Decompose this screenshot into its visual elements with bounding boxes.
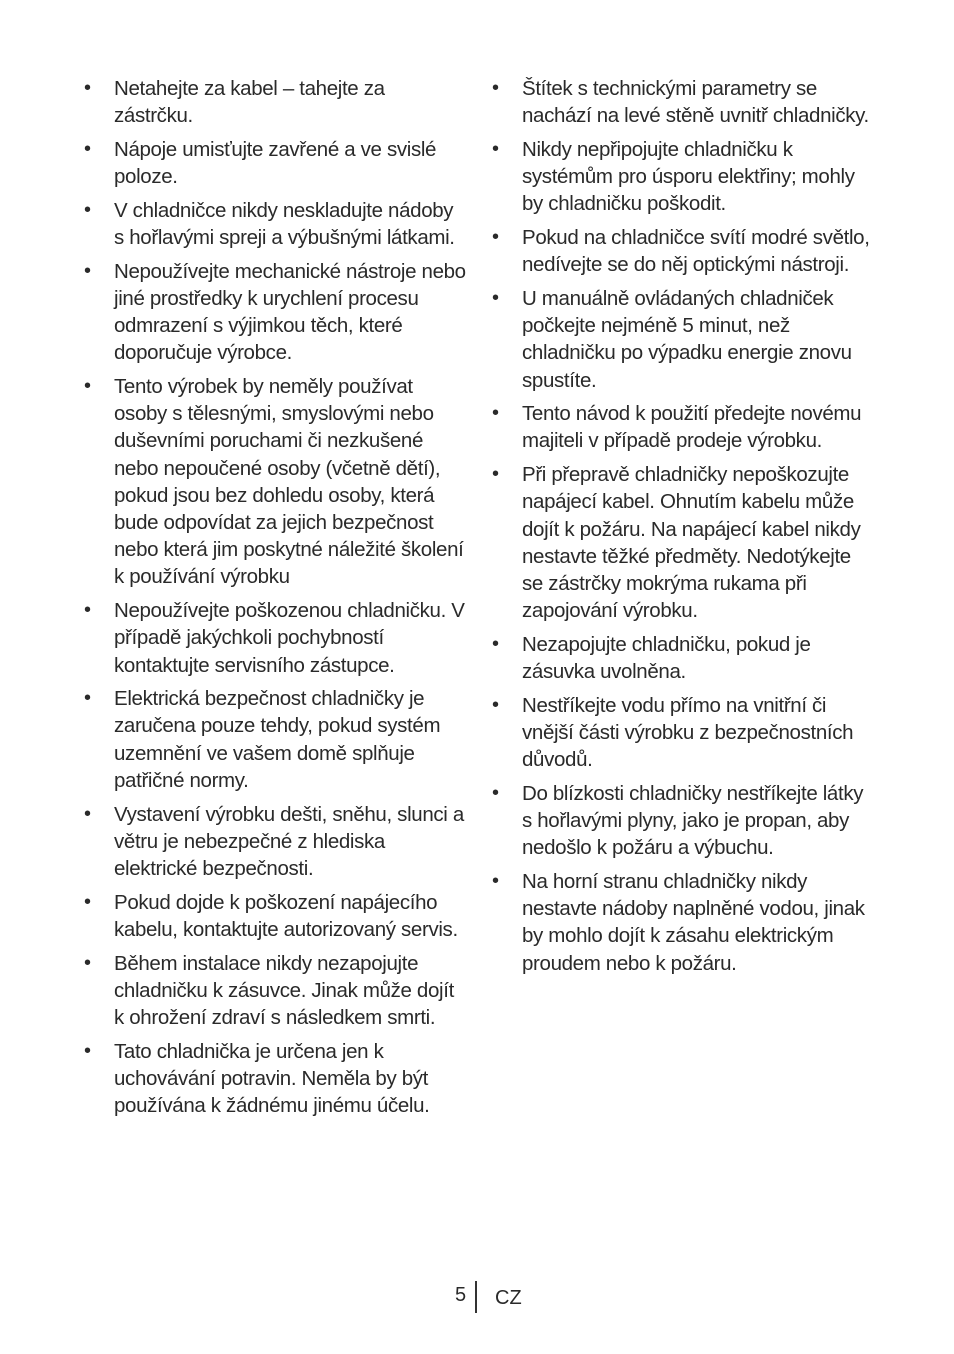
list-item-text: Nezapojujte chladničku, pokud je zásuvka uvolněna. — [522, 632, 811, 684]
list-item — [492, 75, 876, 129]
list-item — [84, 1038, 466, 1120]
list-item-text: Do blízkosti chladničky nestříkejte látky s hořlavými plyny, jako je propan, aby nedošlo k požáru a výbuchu. — [522, 781, 864, 860]
list-item — [492, 224, 876, 278]
list-item-text: Nepoužívejte mechanické nástroje nebo jiné prostředky k urychlení procesu odmrazení s výjimkou těch, které doporučuje výrobce. — [114, 259, 466, 365]
bullet-icon: • — [84, 687, 91, 710]
bullet-icon: • — [492, 463, 499, 486]
list-item — [492, 461, 876, 624]
list-item-text: Štítek s technickými parametry se nachází na levé stěně uvnitř chladničky. — [522, 77, 869, 128]
list-item-text: Pokud dojde k poškození napájecího kabelu, kontaktujte autorizovaný servis. — [114, 890, 458, 941]
list-item-text: U manuálně ovládaných chladniček počkejte nejméně 5 minut, než chladničku po výpadku energie znovu spustíte. — [522, 286, 852, 392]
bullet-icon: • — [84, 137, 91, 160]
list-item — [492, 400, 876, 454]
list-item — [84, 889, 466, 943]
list-item-text: Nápoje umisťujte zavřené a ve svislé poloze. — [114, 137, 437, 189]
bullet-icon: • — [84, 802, 91, 825]
list-item-text: V chladničce nikdy neskladujte nádoby s hořlavými spreji a výbušnými látkami. — [114, 198, 455, 250]
list-item — [84, 597, 466, 679]
list-item — [492, 631, 876, 685]
bullet-icon: • — [84, 198, 91, 221]
list-item — [84, 197, 466, 251]
list-item-text: Pokud na chladničce svítí modré světlo, nedívejte se do něj optickými nástroji. — [522, 226, 870, 277]
bullet-icon: • — [84, 375, 91, 398]
bullet-icon: • — [84, 890, 91, 913]
bullet-icon: • — [84, 951, 91, 974]
list-item — [84, 136, 466, 190]
safety-list-right — [492, 75, 876, 977]
list-item — [84, 75, 466, 129]
bullet-icon: • — [84, 599, 91, 622]
left-column — [84, 75, 466, 1126]
list-item-text: Tento návod k použití předejte novému majiteli v případě prodeje výrobku. — [522, 402, 862, 453]
list-item — [84, 258, 466, 367]
bullet-icon: • — [492, 632, 499, 655]
bullet-icon: • — [84, 77, 91, 99]
list-item-text: Tato chladnička je určena jen k uchovávání potravin. Neměla by být používána k žádnému jinému účelu. — [114, 1039, 430, 1118]
bullet-icon: • — [492, 137, 499, 160]
bullet-icon: • — [84, 1039, 91, 1062]
list-item-text: Vystavení výrobku dešti, sněhu, slunci a větru je nebezpečné z hlediska elektrické bezpečnosti. — [114, 802, 464, 880]
bullet-icon: • — [492, 693, 499, 716]
list-item-text: Na horní stranu chladničky nikdy nestavte nádoby naplněné vodou, jinak by mohlo dojít k zásahu elektrickým proudem nebo k požáru. — [522, 869, 865, 975]
bullet-icon: • — [492, 226, 499, 249]
list-item — [492, 285, 876, 394]
list-item-text: Během instalace nikdy nezapojujte chladničku k zásuvce. Jinak může dojít k ohrožení zdraví s následkem smrti. — [114, 951, 454, 1029]
bullet-icon: • — [492, 869, 499, 892]
list-item — [84, 373, 466, 591]
list-item-text: Netahejte za kabel – tahejte za zástrčku. — [114, 77, 385, 128]
page-footer — [0, 1280, 954, 1316]
list-item-text: Nikdy nepřipojujte chladničku k systémům pro úsporu elektřiny; mohly by chladničku poškodit. — [522, 137, 855, 216]
list-item — [492, 136, 876, 218]
list-item — [84, 685, 466, 794]
page-number: 5 — [455, 1284, 467, 1306]
list-item-text: Nepoužívejte poškozenou chladničku. V případě jakýchkoli pochybností kontaktujte servisního zástupce. — [114, 599, 465, 677]
language-code: CZ — [495, 1287, 522, 1309]
list-item — [492, 692, 876, 774]
footer-divider — [475, 1281, 477, 1313]
list-item-text: Elektrická bezpečnost chladničky je zaručena pouze tehdy, pokud systém uzemnění ve vašem domě splňuje patřičné normy. — [114, 687, 441, 792]
list-item-text: Tento výrobek by neměly používat osoby s tělesnými, smyslovými nebo duševními poruchami či nezkušené nebo nepoučené osoby (včetně dětí), pokud jsou bez dohledu osoby, která bude odpovídat za jejich bezpečnost nebo která jim poskytné náležité školení k používání výrobku — [114, 375, 464, 589]
bullet-icon: • — [492, 77, 499, 99]
list-item — [84, 950, 466, 1032]
bullet-icon: • — [492, 781, 499, 804]
bullet-icon: • — [492, 286, 499, 309]
right-column — [492, 75, 876, 983]
list-item-text: Nestříkejte vodu přímo na vnitřní či vnější části výrobku z bezpečnostních důvodů. — [522, 693, 854, 772]
list-item-text: Při přepravě chladničky nepoškozujte napájecí kabel. Ohnutím kabelu může dojít k požáru. Na napájecí kabel nikdy nestavte těžké předměty. Nedotýkejte se zástrčky mokrýma rukama při zapojování výrobku. — [522, 463, 861, 623]
safety-list-left — [84, 75, 466, 1119]
list-item — [492, 868, 876, 977]
bullet-icon: • — [492, 402, 499, 425]
list-item — [492, 780, 876, 862]
bullet-icon: • — [84, 259, 91, 282]
list-item — [84, 801, 466, 883]
